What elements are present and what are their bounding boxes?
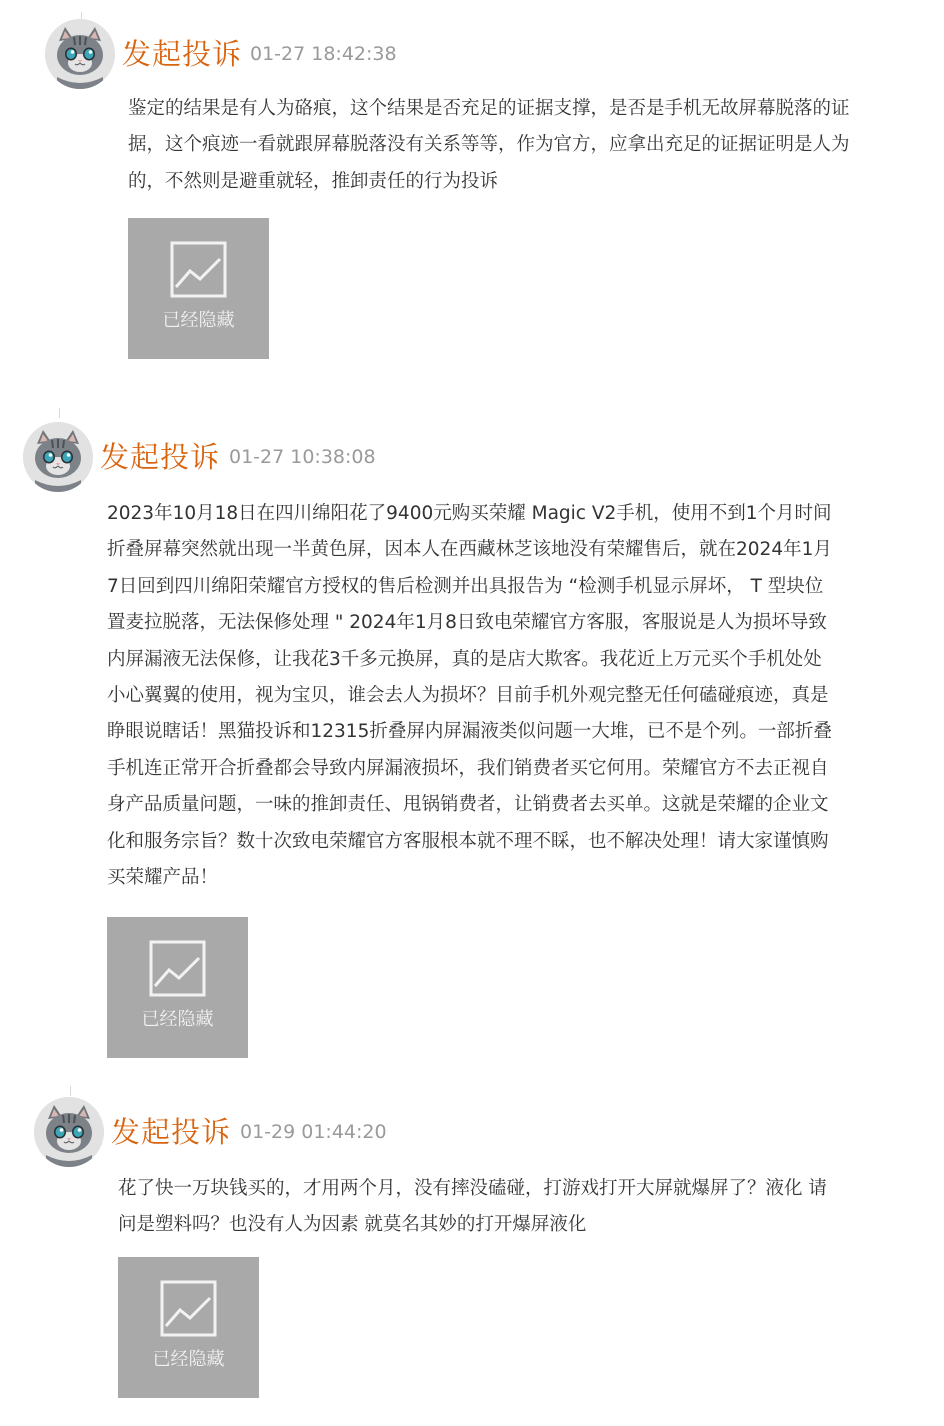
complaint-text-line: 化和服务宗旨？数十次致电荣耀官方客服根本就不理不睬，也不解决处理！请大家谨慎购 <box>107 830 829 852</box>
hidden-image-label: 已经隐藏 <box>141 1009 214 1030</box>
image-icon <box>160 1280 217 1337</box>
complaint-text-line: 买荣耀产品！ <box>107 867 219 889</box>
complaint-timestamp: 01-29 01:44:20 <box>240 1121 387 1143</box>
complaint-text-line: 2023年10月18日在四川绵阳花了9400元购买荣耀 Magic V2手机，使用不到1个月时间 <box>107 503 832 524</box>
hidden-image-placeholder[interactable] <box>118 1257 259 1398</box>
complaint-text-line: 问是塑料吗？也没有人为因素 就莫名其妙的打开爆屏液化 <box>118 1214 587 1236</box>
avatar[interactable] <box>23 422 93 492</box>
complaint-title: 发起投诉 <box>100 440 221 474</box>
complaint-text <box>107 496 832 896</box>
complaint-text-line: 身产品质量问题，一味的推卸责任、甩锅销费者，让销费者去买单。这就是荣耀的企业文 <box>107 794 829 816</box>
hidden-image-label: 已经隐藏 <box>152 1349 225 1370</box>
hidden-image-placeholder[interactable] <box>128 218 269 359</box>
complaint-text-line: 内屏漏液无法保修，让我花3千多元换屏，真的是店大欺客。我花近上万元买个手机处处 <box>107 648 822 670</box>
complaint-text-line: 鉴定的结果是有人为硌痕，这个结果是否充足的证据支撑，是否是手机无故屏幕脱落的证 <box>128 98 850 119</box>
complaint-text-line: 小心翼翼的使用，视为宝贝，谁会去人为损坏？目前手机外观完整无任何磕碰痕迹，真是 <box>107 685 829 707</box>
avatar-stem <box>59 408 60 418</box>
complaint-timestamp: 01-27 10:38:08 <box>229 446 376 468</box>
avatar[interactable] <box>34 1097 104 1167</box>
avatar[interactable] <box>45 19 115 89</box>
complaint-text-line: 手机连正常开合折叠都会导致内屏漏液损坏，我们销费者买它何用。荣耀官方不去正视自 <box>107 757 829 779</box>
hidden-image-placeholder[interactable] <box>107 917 248 1058</box>
gray-cat-icon <box>23 422 93 492</box>
avatar-stem <box>70 1086 71 1096</box>
hidden-image-label: 已经隐藏 <box>162 310 235 331</box>
image-icon <box>149 940 206 997</box>
complaint-text <box>118 1171 827 1244</box>
complaint-text-line: 据，这个痕迹一看就跟屏幕脱落没有关系等等，作为官方，应拿出充足的证据证明是人为 <box>128 134 850 156</box>
complaint-text-line: 7日回到四川绵阳荣耀官方授权的售后检测并出具报告为 “检测手机显示屏坏， T 型块位 <box>107 575 824 597</box>
complaint-text-line: 置麦拉脱落，无法保修处理 " 2024年1月8日致电荣耀官方客服，客服说是人为损坏导致 <box>107 612 827 634</box>
gray-cat-icon <box>45 19 115 89</box>
image-icon <box>170 241 227 298</box>
complaint-text-line: 花了快一万块钱买的，才用两个月，没有摔没磕碰，打游戏打开大屏就爆屏了？液化 请 <box>118 1178 827 1199</box>
complaint-text-line: 睁眼说瞎话！黑猫投诉和12315折叠屏内屏漏液类似问题一大堆，已不是个列。一部折叠 <box>107 721 832 743</box>
complaint-title: 发起投诉 <box>122 37 243 71</box>
complaint-text-line: 的，不然则是避重就轻，推卸责任的行为投诉 <box>128 170 499 192</box>
complaint-text <box>128 91 850 200</box>
gray-cat-icon <box>34 1097 104 1167</box>
complaint-title: 发起投诉 <box>111 1115 232 1149</box>
complaint-text-line: 折叠屏幕突然就出现一半黄色屏，因本人在西藏林芝该地没有荣耀售后，就在2024年1月 <box>107 539 832 561</box>
complaint-timestamp: 01-27 18:42:38 <box>250 43 397 65</box>
